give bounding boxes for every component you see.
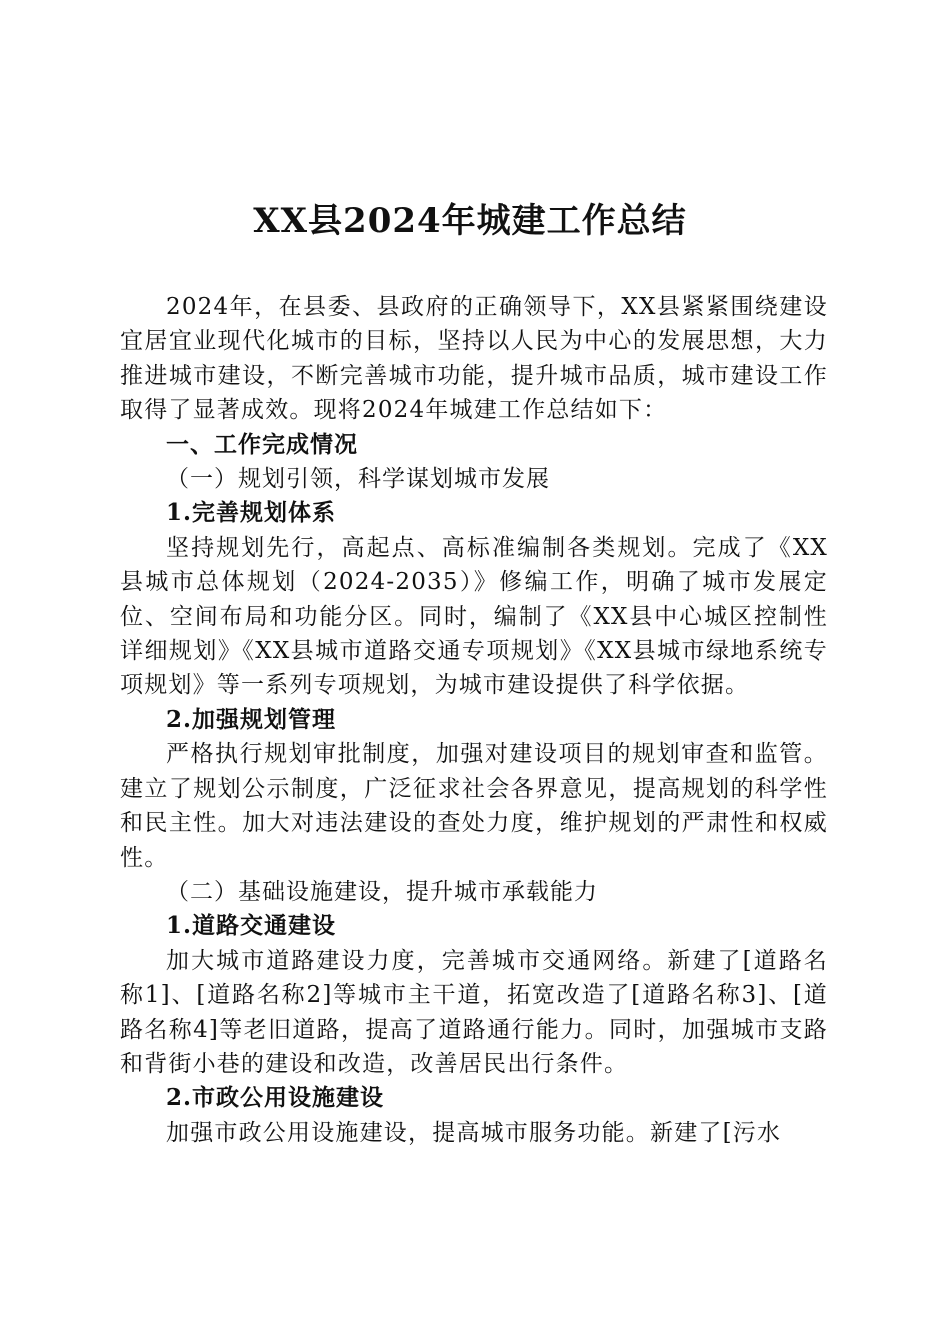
subsection-heading-planning: （一）规划引领，科学谋划城市发展 [166, 466, 550, 493]
paragraph-planning-management: 严格执行规划审批制度，加强对建设项目的规划审查和监管。建立了规划公示制度，广泛征求社会各界意见，提高规划的科学性和民主性。加大对违法建设的查处力度，维护规划的严肃性和权威性。 [120, 741, 828, 871]
item-heading-planning-system: 1.完善规划体系 [166, 499, 337, 527]
paragraph-planning-system: 坚持规划先行，高起点、高标准编制各类规划。完成了《XX县城市总体规划（2024-2035）》修编工作，明确了城市发展定位、空间布局和功能分区。同时，编制了《XX县中心城区控制性详细规划》《XX县城市道路交通专项规划》《XX县城市绿地系统专项规划》等一系列专项规划，为城市建设提供了科学依据。 [120, 534, 828, 699]
item-heading-municipal-facilities: 2.市政公用设施建设 [166, 1084, 385, 1112]
document-body [120, 290, 828, 1150]
subsection-heading-infrastructure: （二）基础设施建设，提升城市承载能力 [166, 878, 598, 905]
paragraph-road-traffic: 加大城市道路建设力度，完善城市交通网络。新建了[道路名称1]、[道路名称2]等城市主干道，拓宽改造了[道路名称3]、[道路名称4]等老旧道路，提高了道路通行能力。同时，加强城市支路和背街小巷的建设和改造，改善居民出行条件。 [120, 947, 828, 1077]
item-heading-planning-management: 2.加强规划管理 [166, 705, 337, 733]
document-title: XX县2024年城建工作总结 [253, 201, 687, 241]
section-heading-work-completion: 一、工作完成情况 [166, 430, 358, 458]
intro-paragraph: 2024年，在县委、县政府的正确领导下，XX县紧紧围绕建设宜居宜业现代化城市的目标，坚持以人民为中心的发展思想，大力推进城市建设，不断完善城市功能，提升城市品质，城市建设工作取得了显著成效。现将2024年城建工作总结如下： [120, 294, 828, 424]
item-heading-road-traffic: 1.道路交通建设 [166, 912, 337, 940]
paragraph-municipal-facilities: 加强市政公用设施建设，提高城市服务功能。新建了[污水 [166, 1119, 782, 1146]
